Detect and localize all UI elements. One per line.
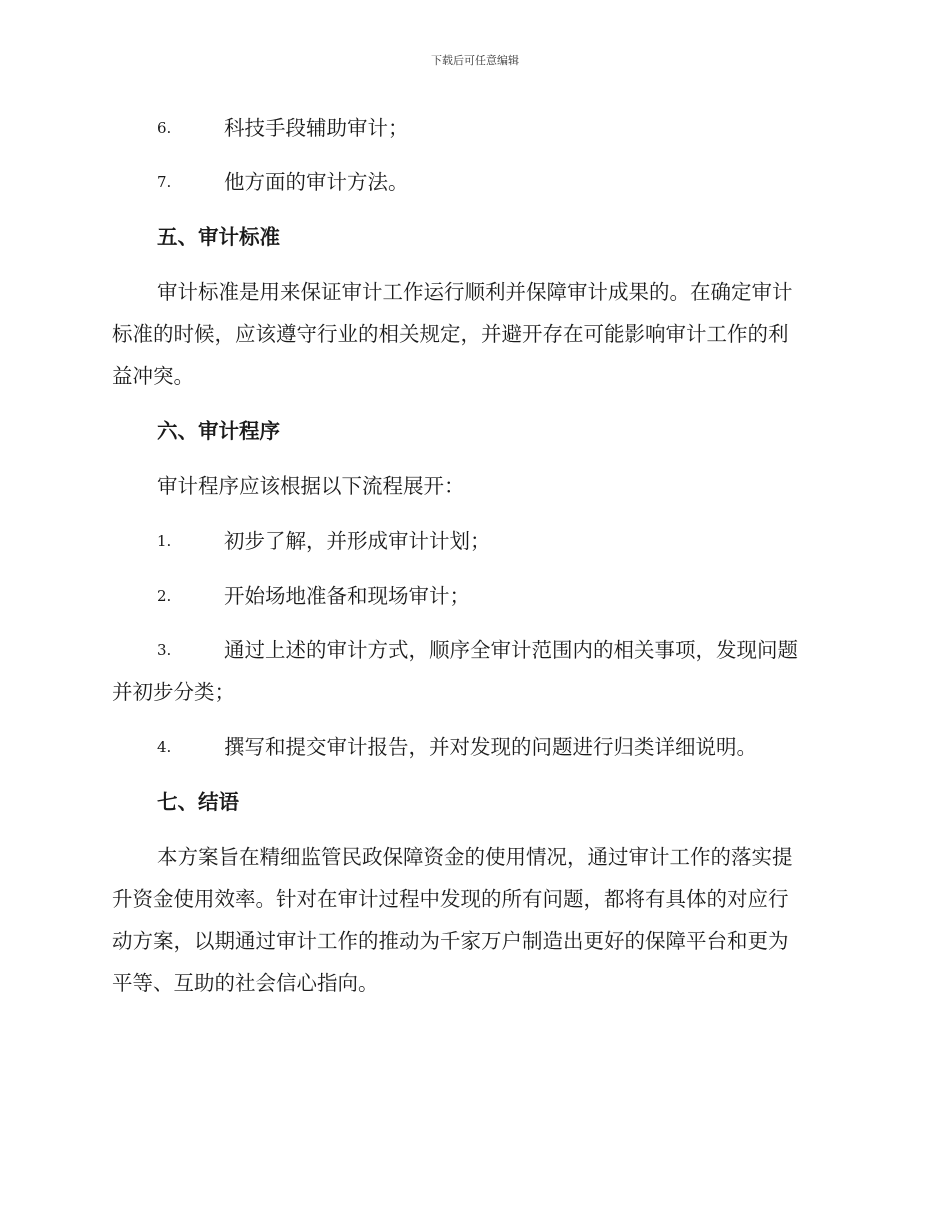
list-item-text: 他方面的审计方法。 xyxy=(224,170,409,194)
section-heading-audit-procedure: 六、审计程序 xyxy=(157,419,280,443)
paragraph-line: 审计标准是用来保证审计工作运行顺利并保障审计成果的。在确定审计 xyxy=(157,280,793,304)
paragraph-line: 益冲突。 xyxy=(112,364,194,388)
list-item-number: 6. xyxy=(157,119,172,137)
paragraph-line: 升资金使用效率。针对在审计过程中发现的所有问题，都将有具体的对应行 xyxy=(112,887,789,911)
section-heading-audit-standards: 五、审计标准 xyxy=(157,225,280,249)
paragraph-line: 审计程序应该根据以下流程展开： xyxy=(157,474,465,498)
list-item-text: 科技手段辅助审计； xyxy=(224,116,409,140)
list-item-number: 2. xyxy=(157,587,172,605)
paragraph-line: 标准的时候，应该遵守行业的相关规定，并避开存在可能影响审计工作的利 xyxy=(112,322,789,346)
list-item-number: 7. xyxy=(157,173,172,191)
list-item-number: 4. xyxy=(157,738,172,756)
list-item-text: 开始场地准备和现场审计； xyxy=(224,584,470,608)
paragraph-line: 平等、互助的社会信心指向。 xyxy=(112,971,379,995)
list-item-continuation: 并初步分类； xyxy=(112,680,235,704)
list-item-number: 3. xyxy=(157,641,172,659)
list-item-text: 通过上述的审计方式，顺序全审计范围内的相关事项，发现问题 xyxy=(224,638,798,662)
paragraph-line: 动方案，以期通过审计工作的推动为千家万户制造出更好的保障平台和更为 xyxy=(112,929,789,953)
page-header: 下载后可任意编辑 xyxy=(431,54,519,67)
paragraph-line: 本方案旨在精细监管民政保障资金的使用情况，通过审计工作的落实提 xyxy=(157,845,793,869)
list-item-text: 初步了解，并形成审计计划； xyxy=(224,529,491,553)
list-item-number: 1. xyxy=(157,532,172,550)
list-item-text: 撰写和提交审计报告，并对发现的问题进行归类详细说明。 xyxy=(224,735,757,759)
section-heading-conclusion: 七、结语 xyxy=(157,790,239,814)
